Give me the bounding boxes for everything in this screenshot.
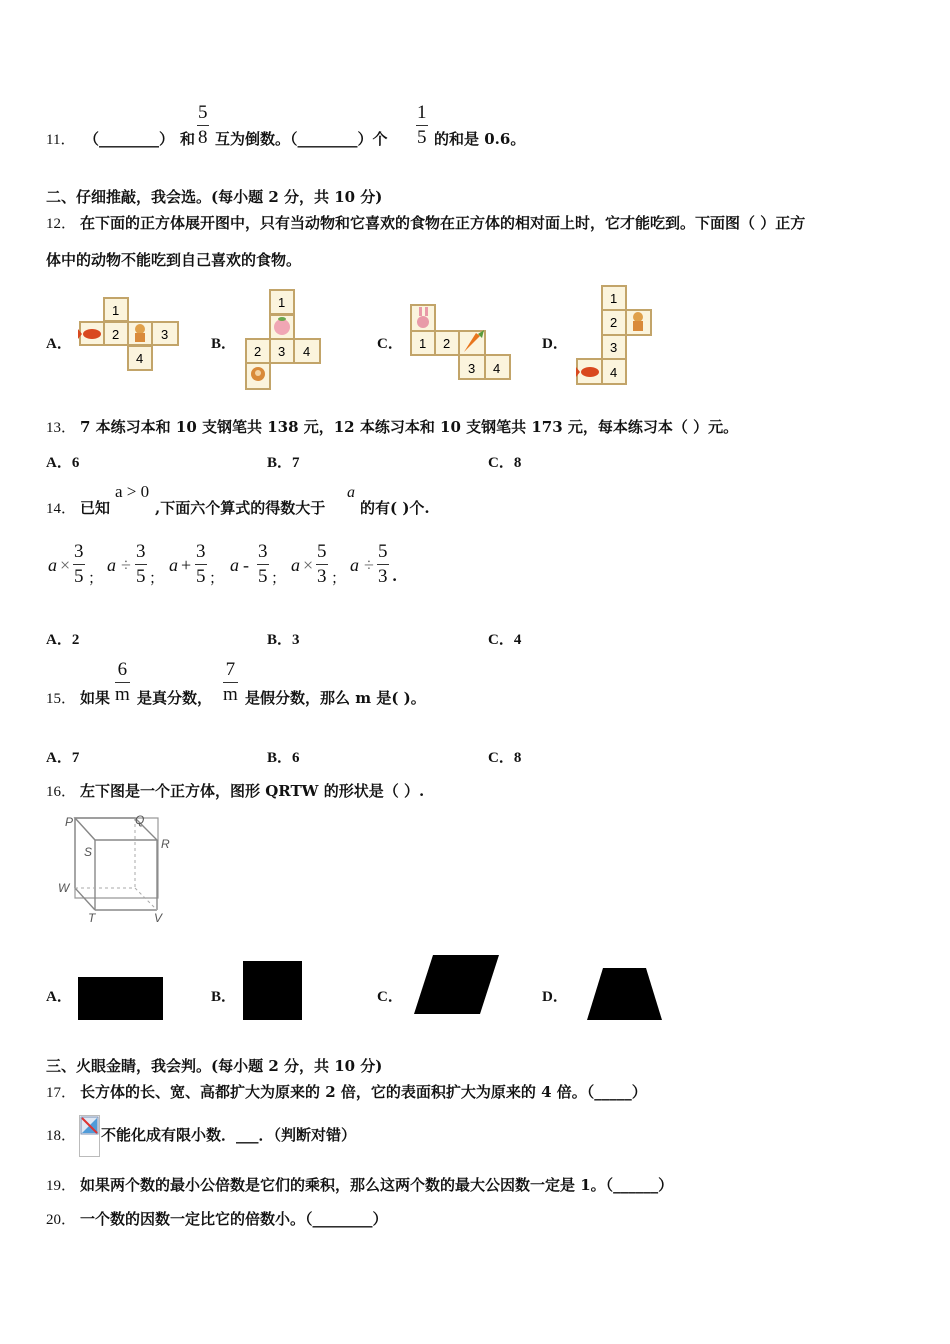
- section-2-title: 二、仔细推敲，我会选。(每小题 2 分，共 10 分): [46, 188, 383, 206]
- cat-icon: [633, 312, 643, 322]
- fish-icon: [581, 367, 599, 377]
- cat-body-icon: [135, 333, 145, 342]
- numerator: 7: [223, 660, 238, 683]
- question-number: 15．: [46, 691, 77, 707]
- shape-square: [243, 961, 303, 1021]
- option-a: A．6: [46, 455, 80, 471]
- q19-text: 如果两个数的最小公倍数是它们的乘积，那么这两个数的最大公因数一定是 1。（______）: [80, 1176, 674, 1194]
- denominator: 8: [198, 127, 208, 148]
- shape-parallelogram: [413, 954, 501, 1016]
- q12-line-1: 在下面的正方体展开图中，只有当动物和它喜欢的食物在正方体的相对面上时，它才能吃到。下面图（ ）正方: [80, 214, 806, 232]
- answer-blank: （________）: [84, 130, 175, 148]
- cube-net-b: [243, 288, 325, 392]
- numerator: 3: [135, 542, 147, 565]
- expr-fraction: [257, 542, 269, 586]
- net-number: 3: [610, 340, 618, 355]
- expr-sep: .: [392, 567, 398, 585]
- parallelogram-shape: [414, 955, 499, 1014]
- vertex-label: T: [88, 911, 96, 924]
- numerator: 3: [257, 542, 269, 565]
- q20-text: 一个数的因数一定比它的倍数小。（________）: [80, 1210, 388, 1228]
- cube-net-c: [408, 302, 514, 382]
- expr-op: ×: [60, 555, 71, 575]
- expr-fraction: [73, 542, 85, 586]
- option-b: B．3: [267, 632, 300, 648]
- broken-image-icon: [79, 1115, 101, 1157]
- expr-fraction: [135, 542, 147, 586]
- denominator: 5: [136, 566, 146, 587]
- option-a: A．2: [46, 632, 80, 648]
- numerator: 3: [73, 542, 85, 565]
- expr-op: ×: [303, 555, 314, 575]
- question-number: 17．: [46, 1085, 77, 1101]
- q16-text: 左下图是一个正方体，图形 QRTW 的形状是（ ）.: [80, 782, 425, 800]
- rectangle-shape: [78, 977, 163, 1020]
- expr-sep: ；: [209, 569, 225, 587]
- peach-icon: [274, 319, 290, 335]
- net-number: 3: [278, 344, 286, 359]
- fraction-5-8: [197, 103, 209, 147]
- expr-var: a: [107, 555, 116, 575]
- expr-var: a: [291, 555, 300, 575]
- numerator: 1: [416, 103, 428, 126]
- vertex-label: Q: [135, 813, 145, 827]
- denominator: 5: [417, 127, 427, 148]
- net-number: 3: [468, 361, 476, 376]
- q12-line-2: 体中的动物不能吃到自己喜欢的食物。: [46, 251, 302, 269]
- option-b: B．6: [267, 750, 300, 766]
- net-number: 4: [610, 365, 618, 380]
- monkey-face-icon: [255, 370, 261, 376]
- option-c: C．4: [488, 632, 522, 648]
- expr-var: a: [169, 555, 178, 575]
- expr-var: a: [230, 555, 239, 575]
- net-number: 1: [278, 295, 286, 310]
- option-a-label: A．: [46, 989, 72, 1005]
- expr-sep: ；: [271, 569, 287, 587]
- denominator: 3: [317, 566, 327, 587]
- trapezoid-shape: [587, 968, 662, 1020]
- expr-op: ÷: [121, 555, 131, 575]
- option-d-label: D．: [542, 336, 568, 352]
- expr-op: ÷: [364, 555, 374, 575]
- fish-icon: [83, 329, 101, 339]
- numerator: 6: [115, 660, 130, 683]
- q15-text-3: 是假分数，那么 m 是( )。: [245, 689, 426, 707]
- cube-edge: [75, 888, 95, 910]
- numerator: 5: [197, 103, 209, 126]
- option-a: A．7: [46, 750, 80, 766]
- section-3-title: 三、火眼金睛，我会判。(每小题 2 分，共 10 分): [46, 1057, 383, 1075]
- option-a-label: A．: [46, 336, 72, 352]
- expr-op: +: [181, 555, 192, 575]
- numerator: 3: [195, 542, 207, 565]
- leaf-icon: [278, 317, 286, 321]
- option-b-label: B．: [211, 336, 237, 352]
- net-number: 4: [136, 351, 144, 366]
- shape-rectangle: [78, 977, 164, 1021]
- expr-var: a: [350, 555, 359, 575]
- q11-text-1: 和: [180, 130, 196, 148]
- q18-text: 不能化成有限小数．___．（判断对错）: [101, 1126, 357, 1144]
- option-c-label: C．: [377, 989, 403, 1005]
- vertex-label: S: [84, 845, 93, 859]
- variable-a: a: [347, 484, 355, 501]
- option-b: B．7: [267, 455, 300, 471]
- shape-trapezoid: [586, 967, 664, 1021]
- expr-op: -: [243, 555, 249, 575]
- rabbit-ear-icon: [419, 307, 422, 316]
- option-c: C．8: [488, 455, 522, 471]
- net-number: 1: [419, 336, 427, 351]
- q17-text: 长方体的长、宽、高都扩大为原来的 2 倍，它的表面积扩大为原来的 4 倍。（_____）: [80, 1083, 647, 1101]
- question-number: 13．: [46, 420, 77, 436]
- denominator: 5: [258, 566, 268, 587]
- net-number: 1: [610, 291, 618, 306]
- denominator: 5: [196, 566, 206, 587]
- cat-body-icon: [633, 321, 643, 331]
- question-number: 18．: [46, 1128, 77, 1144]
- q15-text-2: 是真分数，: [137, 689, 213, 707]
- net-number: 2: [254, 344, 262, 359]
- net-number: 2: [112, 327, 120, 342]
- question-number: 11．: [46, 132, 76, 148]
- expr-sep: ；: [331, 569, 347, 587]
- q14-text-2: ,下面六个算式的得数大于: [155, 499, 326, 517]
- net-number: 1: [112, 303, 120, 318]
- option-d-label: D．: [542, 989, 568, 1005]
- q14-text-1: 已知: [80, 499, 111, 517]
- cube-figure: [55, 812, 185, 924]
- q11-text-3: 的和是 0.6。: [434, 130, 526, 148]
- expr-sep: ；: [88, 569, 104, 587]
- rabbit-icon: [417, 316, 429, 328]
- expr-var: a: [48, 555, 57, 575]
- denominator: 3: [378, 566, 388, 587]
- fraction-1-5: [416, 103, 428, 147]
- expr-fraction: [377, 542, 389, 586]
- net-number: 4: [493, 361, 501, 376]
- question-number: 14．: [46, 501, 77, 517]
- denominator: 5: [74, 566, 84, 587]
- q15-text-1: 如果: [80, 689, 111, 707]
- rabbit-ear-icon: [425, 307, 428, 316]
- option-b-label: B．: [211, 989, 237, 1005]
- option-c: C．8: [488, 750, 522, 766]
- net-number: 2: [443, 336, 451, 351]
- hidden-edge: [135, 888, 157, 910]
- denominator: m: [223, 684, 238, 705]
- vertex-label: W: [58, 881, 70, 895]
- cat-icon: [135, 324, 145, 334]
- expr-sep: ；: [149, 569, 165, 587]
- net-number: 3: [161, 327, 169, 342]
- fraction-7-m: [223, 660, 238, 704]
- square-shape: [243, 961, 302, 1020]
- cube-top-face: [75, 818, 157, 840]
- q11-text-2: 互为倒数。（________）个: [215, 130, 388, 148]
- q14-text-3: 的有( )个.: [360, 499, 430, 517]
- cube-net-d: [575, 284, 655, 388]
- vertex-label: V: [154, 911, 163, 924]
- numerator: 5: [377, 542, 389, 565]
- net-number: 2: [610, 315, 618, 330]
- question-number: 16．: [46, 784, 77, 800]
- option-c-label: C．: [377, 336, 403, 352]
- question-number: 20．: [46, 1212, 77, 1228]
- question-number: 19．: [46, 1178, 77, 1194]
- fraction-6-m: [115, 660, 130, 704]
- expr-fraction: [195, 542, 207, 586]
- condition-a-gt-0: a > 0: [115, 482, 150, 501]
- expr-fraction: [316, 542, 328, 586]
- vertex-label: R: [161, 837, 170, 851]
- vertex-label: P: [65, 815, 74, 829]
- cube-net-a: [78, 296, 184, 374]
- question-number: 12．: [46, 216, 77, 232]
- denominator: m: [115, 684, 130, 705]
- q13-text: 7 本练习本和 10 支钢笔共 138 元，12 本练习本和 10 支钢笔共 173 元，每本练习本（ ）元。: [80, 418, 739, 436]
- numerator: 5: [316, 542, 328, 565]
- net-number: 4: [303, 344, 311, 359]
